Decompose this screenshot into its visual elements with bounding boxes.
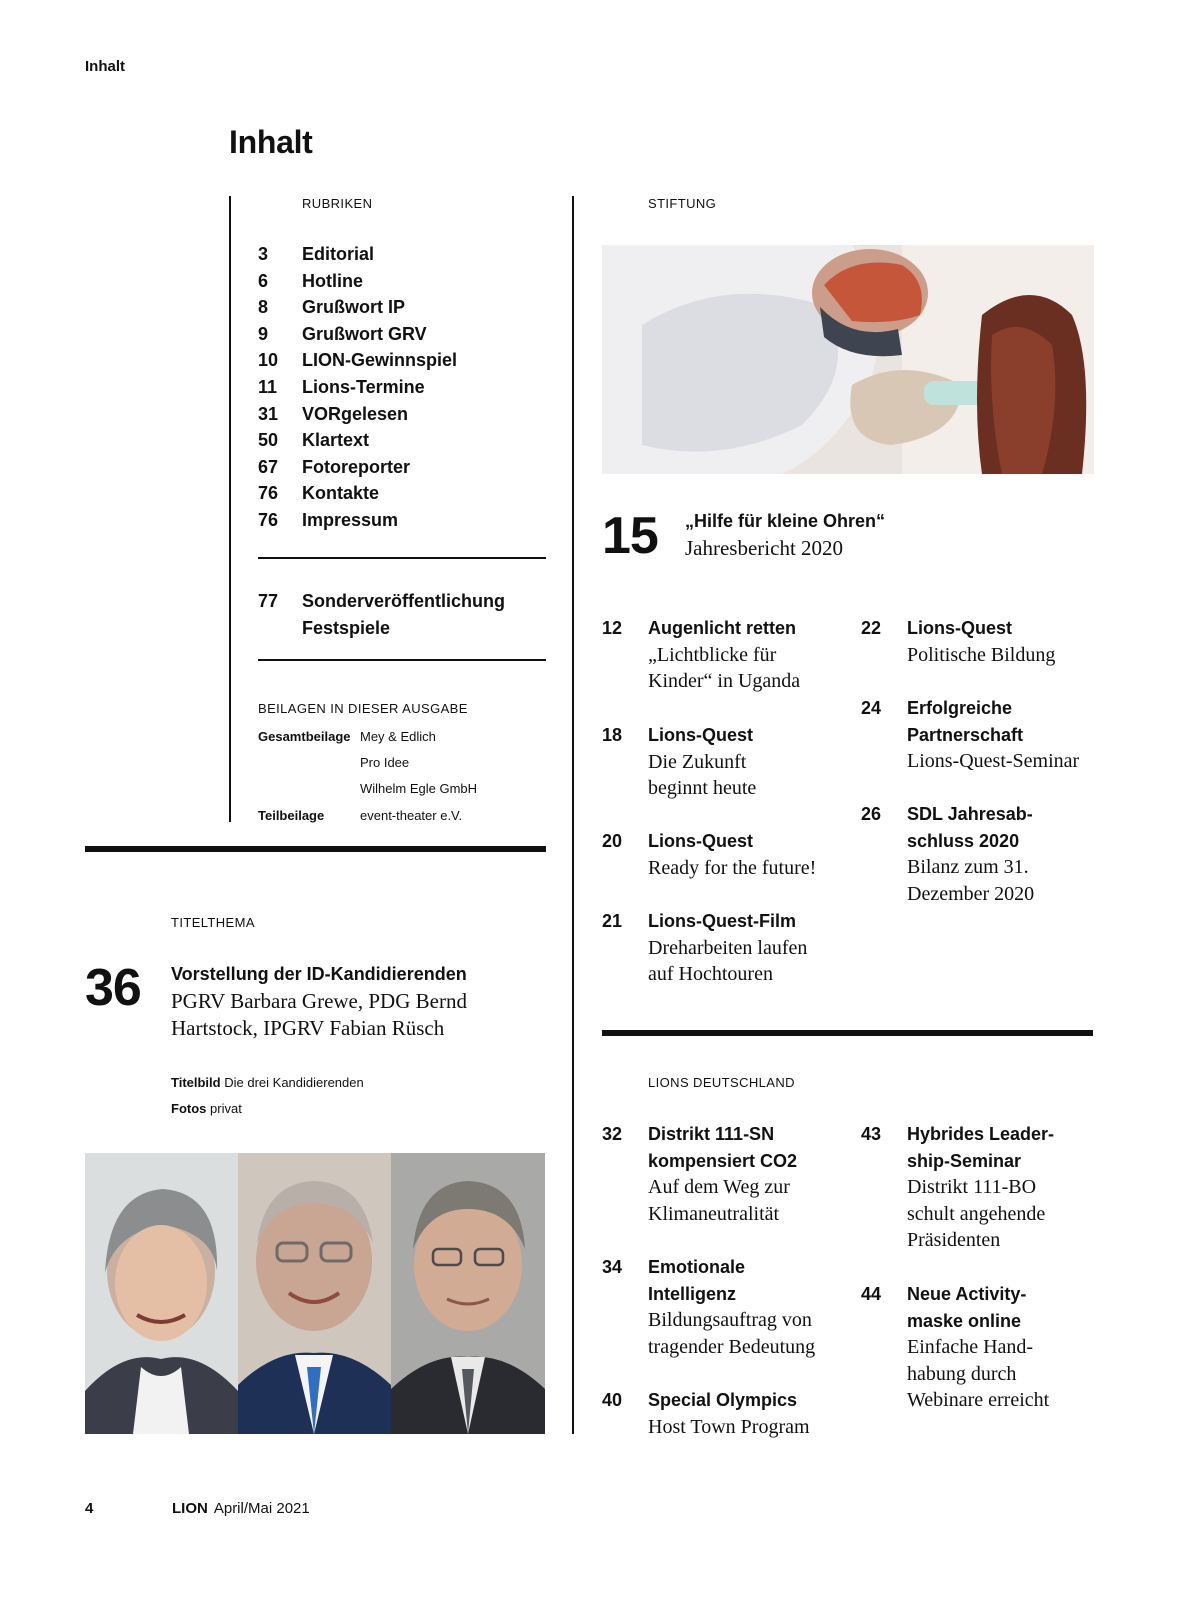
entry-sub: Präsidenten	[907, 1229, 1001, 1252]
entry-sub: schult angehende	[907, 1202, 1046, 1225]
entry-sub: tragender Bedeutung	[648, 1335, 816, 1358]
toc-entry	[602, 615, 852, 695]
titelthema-title: Vorstellung der ID-Kandidierenden	[171, 964, 467, 984]
entry-title: Intelligenz	[648, 1283, 737, 1304]
entry-page: 44	[861, 1284, 882, 1304]
rubrik-label: VORgelesen	[302, 403, 409, 424]
rubrik-label: LION-Gewinnspiel	[302, 350, 458, 371]
rubrik-page: 76	[258, 483, 279, 504]
titelthema-sub: Hartstock, IPGRV Fabian Rüsch	[171, 1016, 445, 1040]
rubrik-label: Hotline	[302, 270, 363, 291]
stiftung-label: STIFTUNG	[648, 196, 717, 211]
entry-title: maske online	[907, 1310, 1022, 1331]
toc-entry	[861, 695, 1101, 775]
toc-entry	[861, 1121, 1101, 1254]
entry-sub: Einfache Hand-	[907, 1336, 1034, 1359]
rubrik-label: Grußwort IP	[302, 297, 405, 318]
toc-entry	[861, 1281, 1101, 1414]
entry-page: 43	[861, 1124, 882, 1144]
beilage-item: Mey & Edlich	[360, 729, 436, 744]
entry-sub: „Lichtblicke für	[648, 643, 777, 666]
magazine-name: LION	[172, 1500, 208, 1517]
section-divider	[602, 1030, 1093, 1036]
toc-entry	[602, 1387, 852, 1440]
titelbild-credit: Titelbild Die drei Kandidierenden	[171, 1075, 364, 1090]
right-column-rule	[572, 196, 574, 1434]
entry-sub: Bilanz zum 31.	[907, 856, 1029, 879]
rubrik-page: 11	[258, 377, 278, 397]
entry-title: Distrikt 111-SN	[648, 1124, 775, 1144]
rubrik-page: 6	[258, 270, 269, 291]
left-column-rule	[229, 196, 231, 822]
beilage-item: event-theater e.V.	[360, 808, 463, 823]
entry-page: 21	[602, 911, 623, 931]
running-head: Inhalt	[85, 58, 125, 75]
toc-entry	[602, 908, 852, 988]
stiftung-feature-title: „Hilfe für kleine Ohren“	[685, 511, 886, 531]
beilagen-label: BEILAGEN IN DIESER AUSGABE	[258, 701, 468, 716]
special-line2: Festspiele	[302, 617, 391, 638]
entry-sub: auf Hochtouren	[648, 963, 773, 986]
entry-title: kompensiert CO2	[648, 1150, 798, 1171]
entry-page: 12	[602, 618, 623, 638]
entry-sub: Host Town Program	[648, 1415, 810, 1438]
entry-page: 32	[602, 1124, 623, 1144]
entry-sub: Auf dem Weg zur	[648, 1176, 790, 1199]
entry-sub: Ready for the future!	[648, 856, 817, 879]
rubriken-label: RUBRIKEN	[302, 196, 373, 211]
entry-title: Lions-Quest	[648, 725, 754, 745]
rubrik-page: 9	[258, 323, 269, 344]
candidates-photo	[85, 1153, 545, 1434]
rubrik-label: Lions-Termine	[302, 377, 425, 397]
entry-page: 40	[602, 1390, 623, 1410]
special-page: 77	[258, 591, 279, 611]
entry-title: Emotionale	[648, 1257, 746, 1277]
rubrik-page: 50	[258, 430, 279, 451]
entry-sub: habung durch	[907, 1362, 1017, 1385]
teilbeilage-label: Teilbeilage	[258, 808, 325, 823]
rubrik-page: 3	[258, 244, 269, 264]
rubrik-label: Fotoreporter	[302, 456, 410, 477]
entry-sub: Lions-Quest-Seminar	[907, 750, 1080, 773]
titelthema-page: 36	[85, 959, 141, 1017]
entry-title: schluss 2020	[907, 830, 1020, 851]
entry-sub: Bildungsauftrag von	[648, 1309, 812, 1332]
rubrik-page: 31	[258, 403, 279, 424]
entry-sub: Webinare erreicht	[907, 1389, 1050, 1412]
rubrik-label: Klartext	[302, 430, 370, 451]
titelthema-label: TITELTHEMA	[171, 915, 255, 930]
toc-entry	[861, 801, 1101, 907]
divider	[258, 557, 546, 559]
divider	[258, 659, 546, 661]
beilage-item: Pro Idee	[360, 755, 410, 770]
page-number: 4	[85, 1500, 94, 1517]
entry-sub: Die Zukunft	[648, 750, 747, 773]
entry-title: Hybrides Leader-	[907, 1124, 1055, 1144]
page-title: Inhalt	[229, 124, 313, 160]
entry-page: 26	[861, 804, 882, 824]
entry-sub: Politische Bildung	[907, 643, 1056, 666]
stiftung-photo	[602, 245, 1094, 474]
rubrik-page: 10	[258, 350, 279, 371]
entry-title: Lions-Quest	[907, 618, 1013, 638]
entry-title: Neue Activity-	[907, 1284, 1027, 1304]
toc-entry	[861, 615, 1101, 668]
gesamtbeilage-label: Gesamtbeilage	[258, 729, 351, 744]
entry-title: ship-Seminar	[907, 1150, 1022, 1171]
entry-page: 24	[861, 698, 882, 718]
titelthema-sub: PGRV Barbara Grewe, PDG Bernd	[171, 989, 467, 1013]
issue-date: April/Mai 2021	[213, 1500, 310, 1517]
entry-page: 22	[861, 618, 882, 638]
toc-entry	[602, 1254, 852, 1360]
stiftung-feature-page: 15	[602, 507, 658, 565]
entry-title: Special Olympics	[648, 1390, 798, 1410]
rubrik-page: 67	[258, 456, 279, 477]
rubrik-label: Editorial	[302, 244, 375, 264]
entry-page: 18	[602, 725, 623, 745]
beilage-item: Wilhelm Egle GmbH	[360, 781, 478, 796]
entry-sub: Distrikt 111-BO	[907, 1176, 1037, 1199]
entry-title: Erfolgreiche	[907, 698, 1013, 718]
entry-page: 34	[602, 1257, 623, 1277]
toc-entry	[602, 722, 852, 802]
magazine-footer	[172, 1500, 310, 1517]
special-line1: Sonderveröffentlichung	[302, 591, 506, 611]
entry-title: SDL Jahresab-	[907, 804, 1033, 824]
rubrik-page: 76	[258, 510, 279, 530]
rubrik-label: Grußwort GRV	[302, 323, 427, 344]
entry-sub: Dezember 2020	[907, 882, 1035, 905]
stiftung-feature-sub: Jahresbericht 2020	[685, 536, 844, 560]
rubrik-label: Kontakte	[302, 483, 380, 504]
entry-title: Partnerschaft	[907, 724, 1024, 745]
entry-page: 20	[602, 831, 623, 851]
toc-entry	[602, 828, 852, 881]
entry-sub: beginnt heute	[648, 777, 757, 800]
entry-sub: Kinder“ in Uganda	[648, 670, 801, 693]
fotos-credit: Fotos privat	[171, 1101, 242, 1116]
entry-title: Lions-Quest-Film	[648, 911, 796, 931]
rubrik-label: Impressum	[302, 510, 399, 530]
section-divider	[85, 846, 546, 852]
entry-title: Augenlicht retten	[648, 618, 797, 638]
lions-deutschland-label: LIONS DEUTSCHLAND	[648, 1075, 795, 1090]
entry-title: Lions-Quest	[648, 831, 754, 851]
toc-entry	[602, 1121, 852, 1227]
entry-sub: Dreharbeiten laufen	[648, 936, 808, 959]
entry-sub: Klimaneutralität	[648, 1202, 780, 1225]
rubrik-page: 8	[258, 297, 269, 318]
